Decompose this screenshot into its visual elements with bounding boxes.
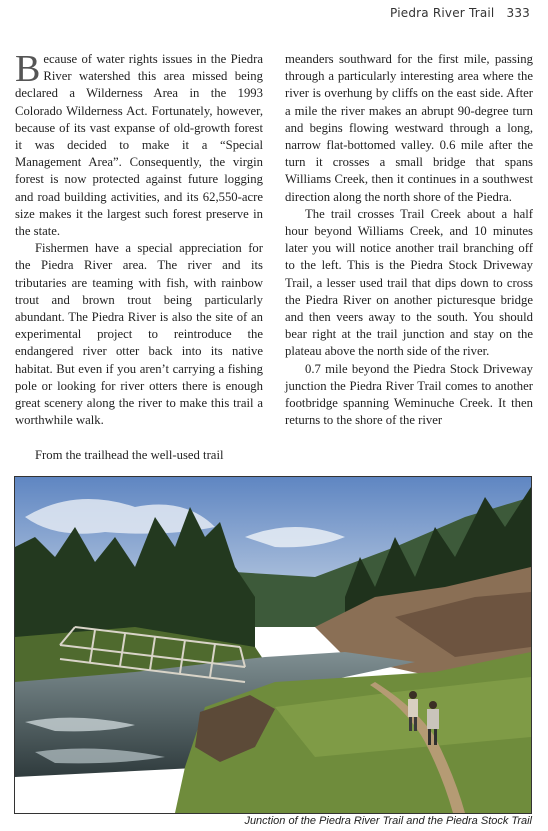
trail-photo [14,476,532,814]
running-header [390,6,530,20]
drop-cap: B [15,48,41,90]
right-column [285,51,533,429]
paragraph: From the trailhead the well-used trail [35,448,224,463]
photo-caption: Junction of the Piedra River Trail and the Piedra Stock Trail [244,815,532,827]
photo-illustration [15,477,531,813]
paragraph: The trail crosses Trail Creek about a half hour beyond Williams Creek, and 10 minutes later you will notice another trail branching off to the left. This is the Piedra Stock Driveway Trail, a lesser used trail that dips down to cross the Piedra River on another picturesque bridge and then veers away to the south. You should bear right at the trail junction and stay on the plateau above the north side of the river. [285,206,533,359]
paragraph: 0.7 mile beyond the Piedra Stock Driveway junction the Piedra River Trail comes to another footbridge spanning Weminuche Creek. It then returns to the shore of the river [285,361,533,428]
paragraph: Fishermen have a special appreciation for the Piedra River area. The river and its tributaries are teaming with fish, with rainbow trout and brown trout being particularly abundant. The Piedra River is also the site of an experimental project to reintroduce the endangered river otter back into its native habitat. But even if you aren’t carrying a fishing pole or looking for river otters there is enough great scenery along the river to make this trail a worthwhile walk. [15,241,263,428]
page-number: 333 [506,6,530,20]
paragraph-text: ecause of water rights issues in the Piedra River watershed this area missed being declared a Wilderness Area in the 1993 Colorado Wilderness Act. Fortunately, however, because of its vast expanse of old-growth forest it was decided to make it a “Special Management Area”. Consequently, the virgin forest is now protected against future logging and road building activities, and its 62,550-acre size makes it the largest such forest preserve in the state. [15,52,263,239]
left-column [15,48,263,465]
running-title: Piedra River Trail [390,6,495,20]
paragraph: meanders southward for the first mile, passing through a particularly interesting area where the river is overhung by cliffs on the east side. After a mile the river makes an abrupt 90-degree turn and begins flowing westward through a long, narrow flat-bottomed valley. 0.6 mile after the turn it crosses a small bridge that spans Williams Creek, then it continues in a southwest direction along the north shore of the Piedra. [285,52,533,204]
paragraph [15,48,263,240]
